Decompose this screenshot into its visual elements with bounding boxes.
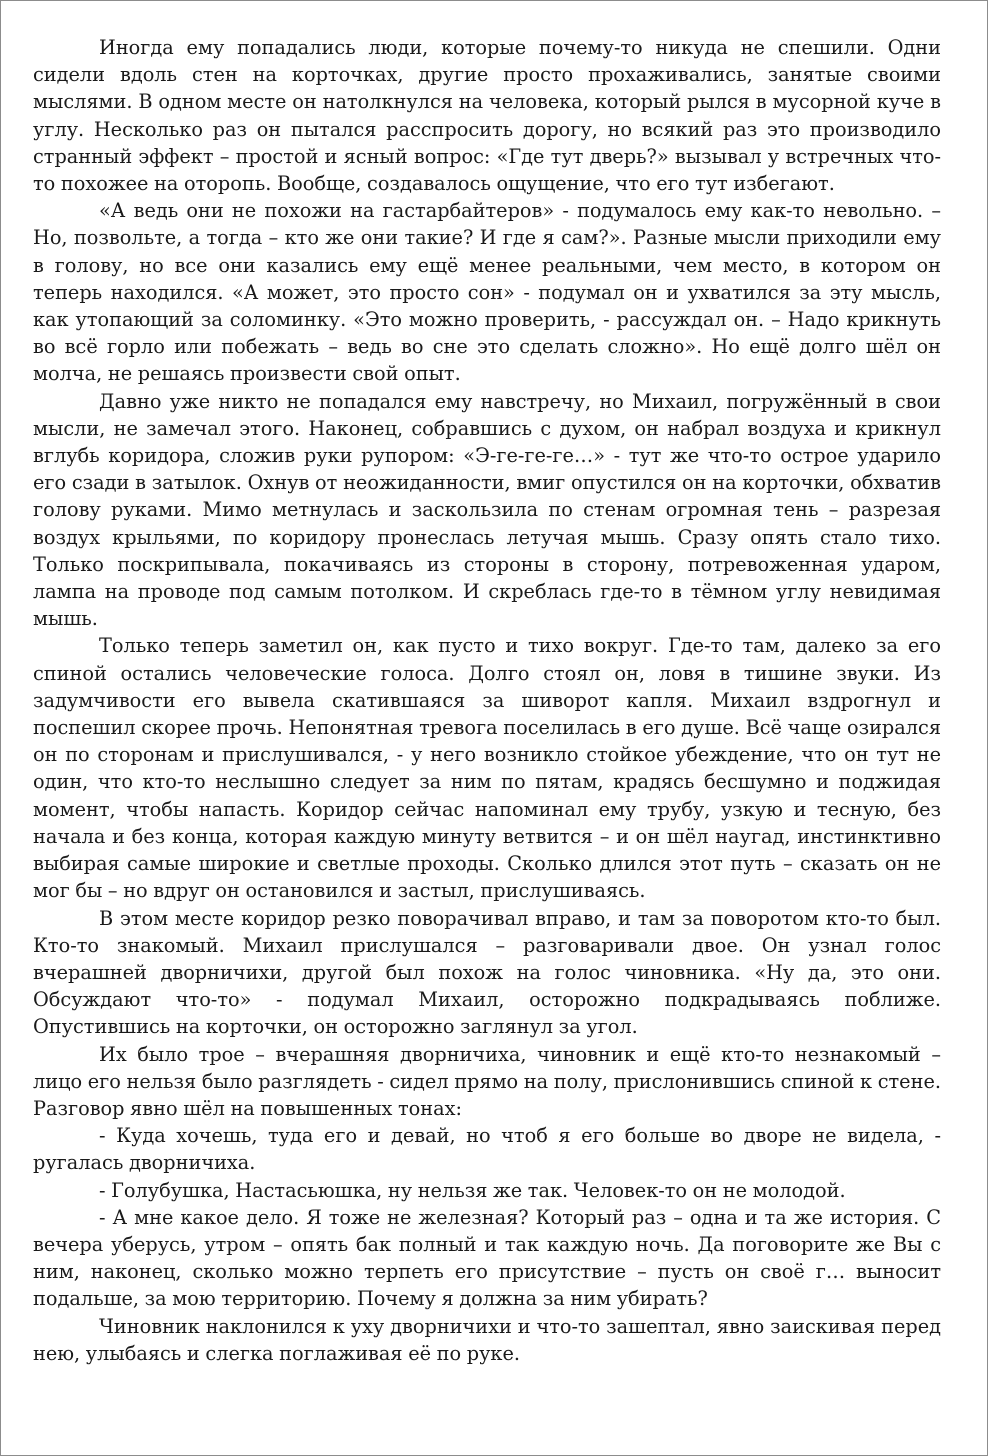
paragraph: Их было трое – вчерашняя дворничиха, чиновник и ещё кто-то незнакомый – лицо его нельзя было разглядеть - сидел прямо на полу, прислонившись спиной к стене. Разговор явно шёл на повышенных тонах: — [33, 1042, 941, 1120]
paragraph: Только теперь заметил он, как пусто и тихо вокруг. Где-то там, далеко за его спиной остались человеческие голоса. Долго стоял он, ловя в тишине звуки. Из задумчивости его вывела скатившаяся за шиворот капля. Михаил вздрогнул и поспешил скорее прочь. Непонятная тревога поселилась в его душе. Всё чаще озирался он по сторонам и прислушивался, - у него возникло стойкое убеждение, что он тут не один, что кто-то неслышно следует за ним по пятам, крадясь бесшумно и поджидая момент, чтобы напасть. Коридор сейчас напоминал ему трубу, узкую и тесную, без начала и без конца, которая каждую минуту ветвится – и он шёл наугад, инстинктивно выбирая самые широкие и светлые проходы. Сколько длился этот путь – сказать он не мог бы – но вдруг он остановился и застыл, прислушиваясь. — [33, 634, 941, 903]
dialogue-line: - Куда хочешь, туда его и девай, но чтоб я его больше во дворе не видела, - ругалась дворничиха. — [33, 1124, 941, 1175]
paragraph: Давно уже никто не попадался ему навстречу, но Михаил, погружённый в свои мысли, не замечал этого. Наконец, собравшись с духом, он набрал воздуха и крикнул вглубь коридора, сложив руки рупором: «Э-ге-ге-ге…» - тут же что-то острое ударило его сзади в затылок. Охнув от неожиданности, вмиг опустился он на корточки, обхватив голову руками. Мимо метнулась и заскользила по стенам огромная тень – разрезая воздух крыльями, по коридору пронеслась летучая мышь. Сразу опять стало тихо. Только поскрипывала, покачиваясь из стороны в сторону, потревоженная ударом, лампа на проводе под самым потолком. И скреблась где-то в тёмном углу невидимая мышь. — [33, 389, 941, 631]
paragraph: Чиновник наклонился к уху дворничихи и что-то зашептал, явно заискивая перед нею, улыбаясь и слегка поглаживая её по руке. — [33, 1314, 941, 1365]
paragraph: В этом месте коридор резко поворачивал вправо, и там за поворотом кто-то был. Кто-то знакомый. Михаил прислушался – разговаривали двое. Он узнал голос вчерашней дворничихи, другой был похож на голос чиновника. «Ну да, это они. Обсуждают что-то» - подумал Михаил, осторожно подкрадываясь поближе. Опустившись на корточки, он осторожно заглянул за угол. — [33, 906, 941, 1039]
dialogue-line: - Голубушка, Настасьюшка, ну нельзя же так. Человек-то он не молодой. — [99, 1178, 846, 1202]
paragraph: Иногда ему попадались люди, которые почему-то никуда не спешили. Одни сидели вдоль стен на корточках, другие просто прохаживались, занятые своими мыслями. В одном месте он натолкнулся на человека, который рылся в мусорной куче в углу. Несколько раз он пытался расспросить дорогу, но всякий раз это производило странный эффект – простой и ясный вопрос: «Где тут дверь?» вызывал у встречных что-то похожее на оторопь. Вообще, создавалось ощущение, что его тут избегают. — [33, 36, 941, 196]
dialogue-line: - А мне какое дело. Я тоже не железная? Который раз – одна и та же история. С вечера уберусь, утром – опять бак полный и так каждую ночь. Да поговорите же Вы с ним, наконец, сколько можно терпеть его присутствие – пусть он своё г… выносит подальше, за мою территорию. Почему я должна за ним убирать? — [33, 1205, 941, 1311]
body-text — [33, 34, 941, 1367]
paragraph: «А ведь они не похожи на гастарбайтеров» - подумалось ему как-то невольно. – Но, позвольте, а тогда – кто же они такие? И где я сам?». Разные мысли приходили ему в голову, но все они казались ему ещё менее реальными, чем место, в котором он теперь находился. «А может, это просто сон» - подумал он и ухватился за эту мысль, как утопающий за соломинку. «Это можно проверить, - рассуждал он. – Надо крикнуть во всё горло или побежать – ведь во сне это сделать сложно». Но ещё долго шёл он молча, не решаясь произвести свой опыт. — [33, 199, 941, 386]
